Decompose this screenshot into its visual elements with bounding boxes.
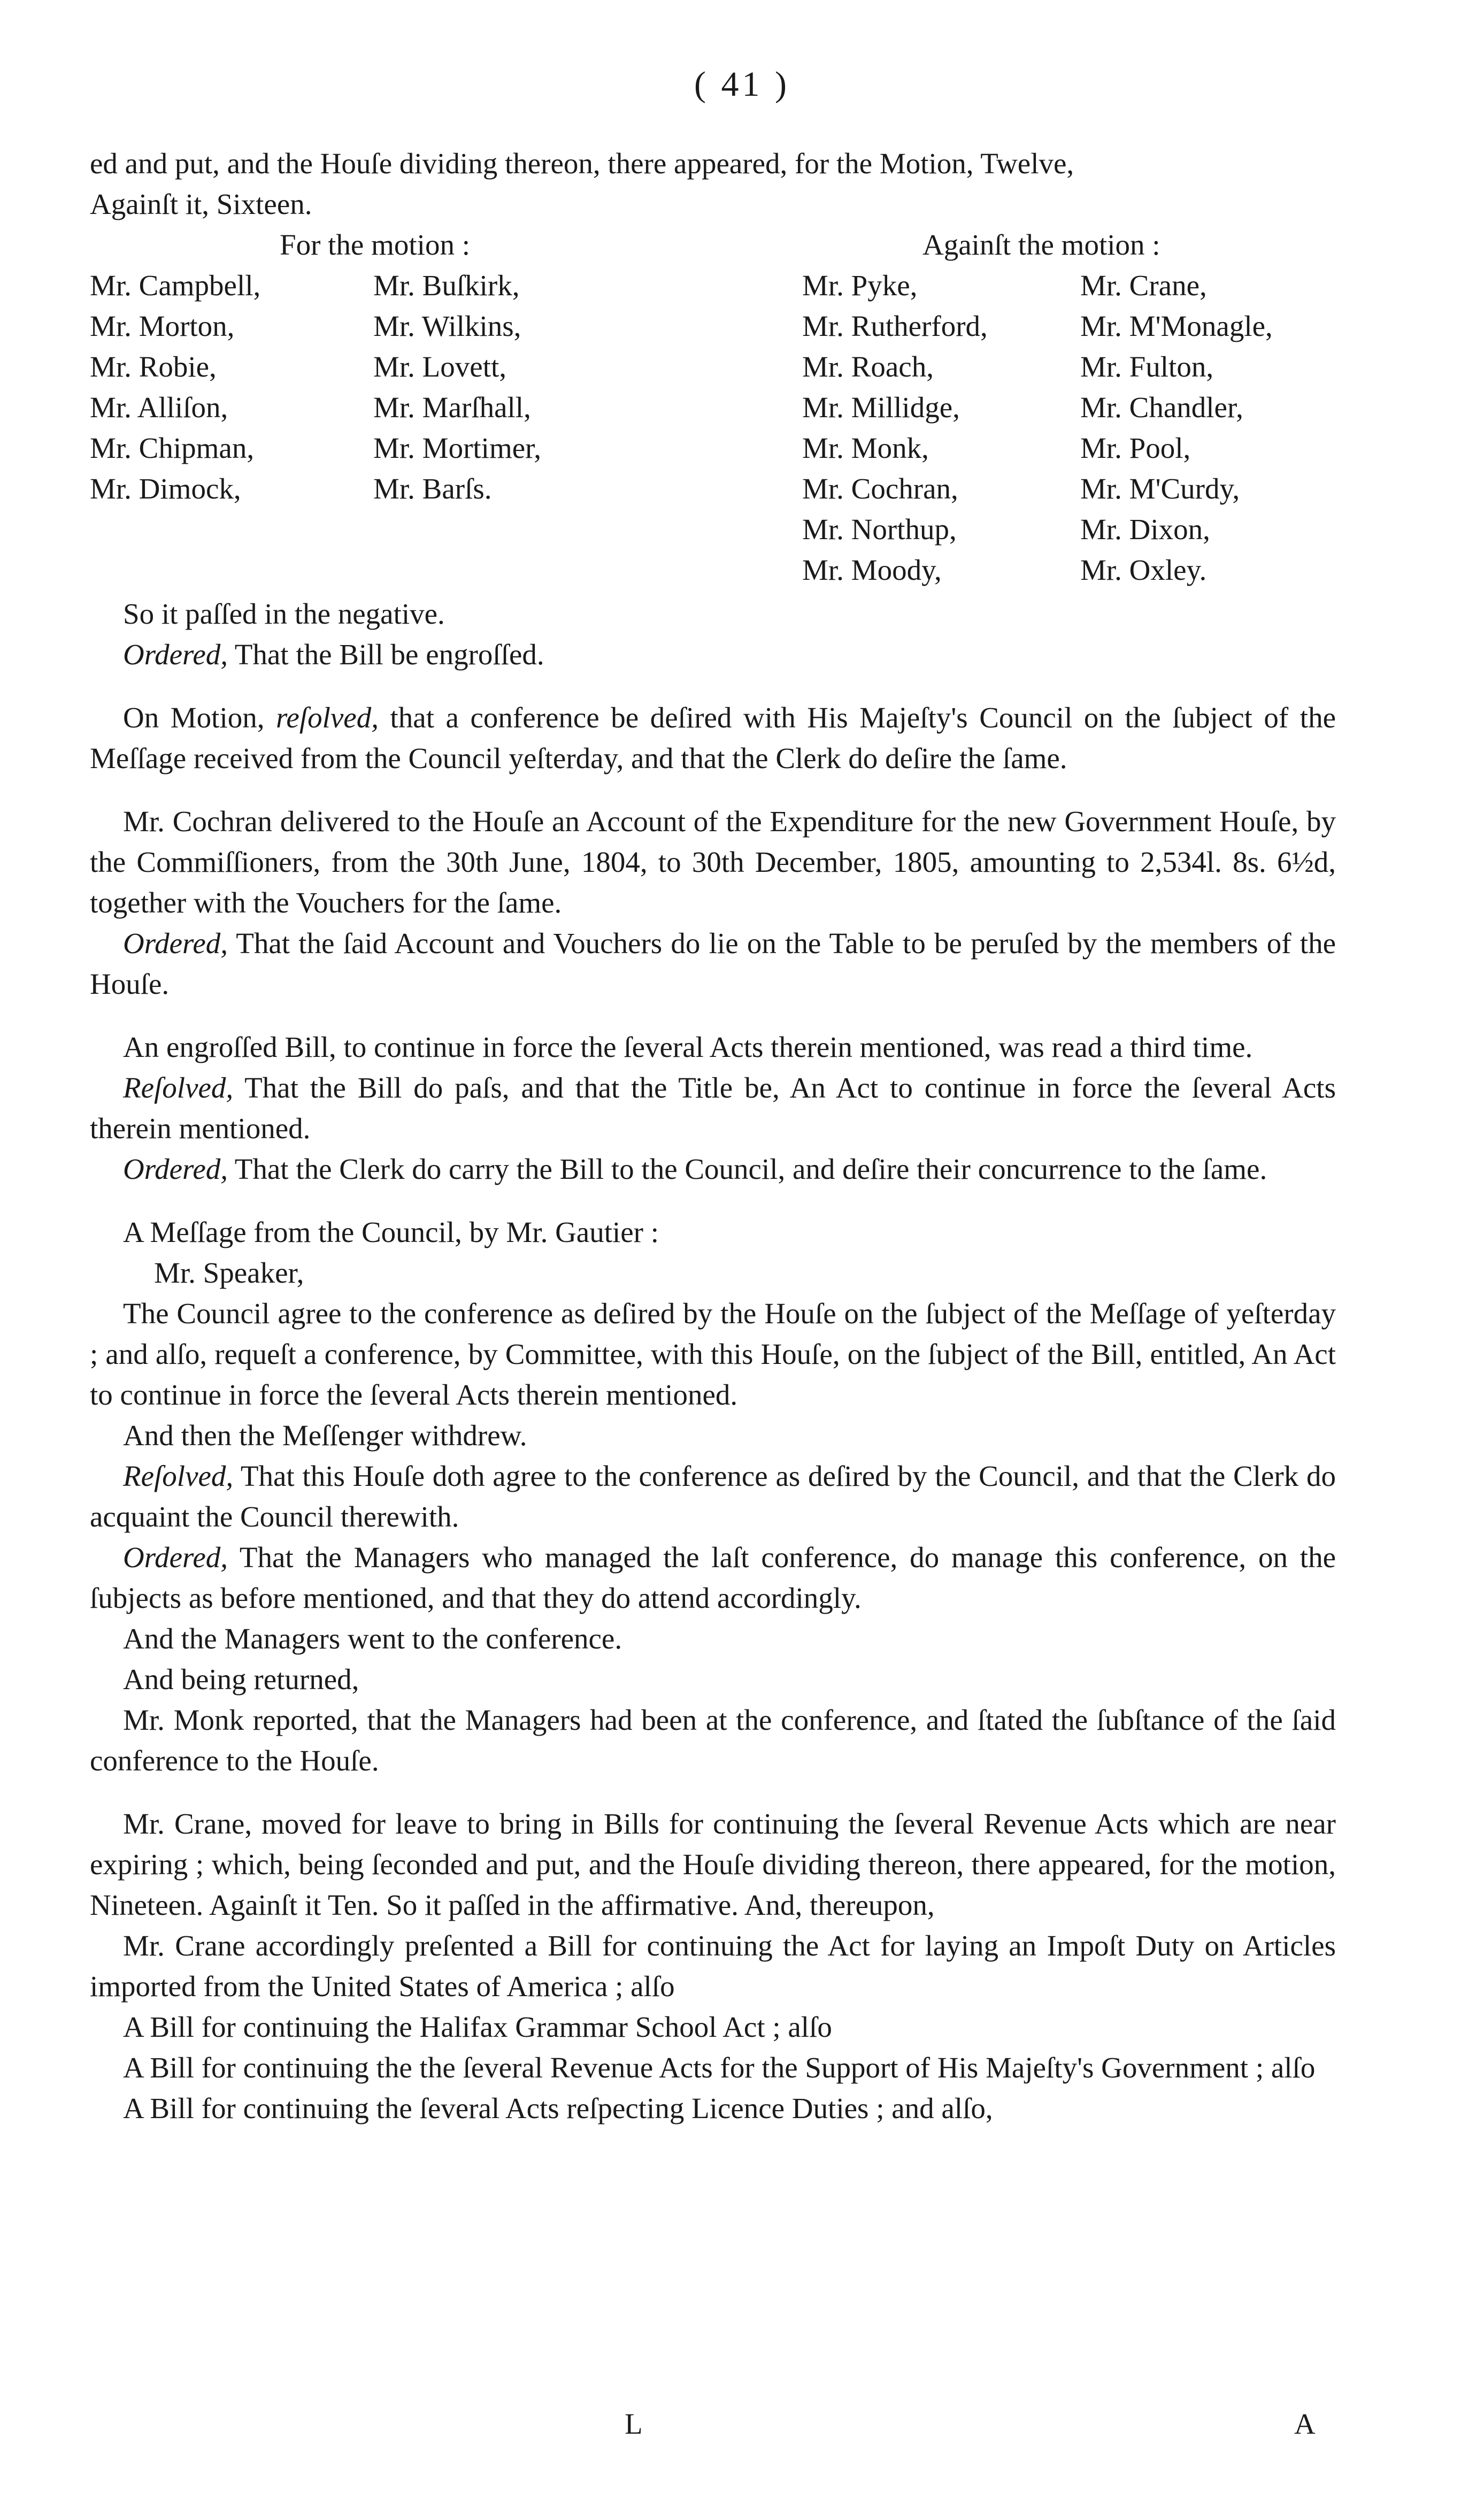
- engrossed-bill-resolved: Reſolved, That the Bill do paſs, and that the Title be, An Act to continue in force the ſeveral Acts therein mentioned.: [90, 1071, 1336, 1145]
- managers-ordered: Ordered, That the Managers who managed the laſt conference, do manage this conference, on the ſubjects as before mentioned, and that they do attend accordingly.: [90, 1541, 1336, 1614]
- account-ordered: Ordered, That the ſaid Account and Vouchers do lie on the Table to be peruſed by the members of the Houſe.: [90, 927, 1336, 1000]
- opening-line-1: ed and put, and the Houſe dividing thereon, there appeared, for the Motion, Twelve,: [90, 147, 1074, 180]
- message-body: The Council agree to the conference as deſired by the Houſe on the ſubject of the Meſſage of yeſterday ; and alſo, requeſt a conference, by Committee, with this Houſe, on the ſubject of the Bill, entitled, An Act to continue in force the ſeveral Acts therein mentioned.: [90, 1297, 1336, 1411]
- monk-reported: Mr. Monk reported, that the Managers had been at the conference, and ſtated the ſubſtance of the ſaid conference to the Houſe.: [90, 1704, 1336, 1777]
- member-name: Mr. Wilkins,: [373, 310, 521, 342]
- member-name: Mr. Pool,: [1080, 432, 1191, 464]
- conference-motion: On Motion, reſolved, that a conference be deſired with His Majeſty's Council on the ſubject of the Meſſage received from the Council yeſterday, and that the Clerk do deſire the ſame.: [90, 701, 1336, 774]
- member-name: Mr. Chipman,: [90, 432, 255, 464]
- main-body: [90, 594, 1336, 2129]
- member-name: Mr. Robie,: [90, 350, 217, 383]
- engrossed-bill-ordered: Ordered, That the Clerk do carry the Bill to the Council, and deſire their concurrence to the ſame.: [123, 1153, 1267, 1185]
- member-name: Mr. Alliſon,: [90, 391, 228, 424]
- negative-result: So it paſſed in the negative.: [123, 597, 445, 630]
- member-name: Mr. Northup,: [802, 513, 957, 546]
- division-against: [802, 225, 1273, 591]
- member-name: Mr. Barſs.: [373, 472, 492, 505]
- resolved-label: Reſolved,: [123, 1460, 234, 1492]
- member-name: Mr. Campbell,: [90, 269, 261, 302]
- ordered-engrossed: Ordered, That the Bill be engroſſed.: [123, 638, 544, 671]
- for-column-2: [373, 265, 541, 509]
- for-heading: For the motion :: [280, 228, 470, 261]
- member-name: Mr. Oxley.: [1080, 554, 1207, 586]
- account-delivered: Mr. Cochran delivered to the Houſe an Account of the Expenditure for the new Government Houſe, by the Commiſſioners, from the 30th June, 1804, to 30th December, 1805, amounting to 2,534l. 8s. 6½d, together with the Vouchers for the ſame.: [90, 805, 1336, 919]
- member-name: Mr. Monk,: [802, 432, 929, 464]
- member-name: Mr. Chandler,: [1080, 391, 1243, 424]
- against-heading: Againſt the motion :: [922, 228, 1160, 261]
- member-name: Mr. Millidge,: [802, 391, 960, 424]
- ordered-label: Ordered,: [123, 927, 228, 960]
- revenue-motion: Mr. Crane, moved for leave to bring in Bills for continuing the ſeveral Revenue Acts which are near expiring ; which, being ſeconded and put, and the Houſe dividing thereon, there appeared, for the motion, Nineteen. Againſt it Ten. So it paſſed in the affirmative. And, thereupon,: [90, 1807, 1336, 1921]
- member-name: Mr. Rutherford,: [802, 310, 988, 342]
- messenger-withdrew: And then the Meſſenger withdrew.: [123, 1419, 527, 1452]
- member-name: Mr. Dimock,: [90, 472, 241, 505]
- engrossed-bill-read: An engroſſed Bill, to continue in force the ſeveral Acts therein mentioned, was read a third time.: [123, 1031, 1253, 1063]
- division-for: [90, 225, 541, 509]
- member-name: Mr. Mortimer,: [373, 432, 542, 464]
- member-name: Mr. Marſhall,: [373, 391, 531, 424]
- member-name: Mr. M'Curdy,: [1080, 472, 1240, 505]
- impost-bill: Mr. Crane accordingly preſented a Bill for continuing the Act for laying an Impoſt Duty on Articles imported from the United States of America ; alſo: [90, 1929, 1336, 2003]
- member-name: Mr. Fulton,: [1080, 350, 1214, 383]
- message-salutation: Mr. Speaker,: [154, 1256, 304, 1289]
- member-name: Mr. Crane,: [1080, 269, 1207, 302]
- licence-duties-bill: A Bill for continuing the ſeveral Acts reſpecting Licence Duties ; and alſo,: [123, 2092, 993, 2125]
- managers-returned: And being returned,: [123, 1663, 359, 1696]
- resolved-label: Reſolved,: [123, 1071, 234, 1104]
- resolved-label: reſolved,: [276, 701, 379, 734]
- against-column-2: [1080, 265, 1273, 591]
- ordered-label: Ordered,: [123, 638, 228, 671]
- member-name: Mr. Lovett,: [373, 350, 507, 383]
- member-name: Mr. Morton,: [90, 310, 235, 342]
- opening-line-2: Againſt it, Sixteen.: [90, 188, 312, 220]
- member-name: Mr. Pyke,: [802, 269, 918, 302]
- opening-paragraph: [90, 143, 1336, 225]
- page-number: ( 41 ): [694, 65, 790, 104]
- member-name: Mr. Moody,: [802, 554, 942, 586]
- member-name: Mr. Cochran,: [802, 472, 958, 505]
- message-intro: A Meſſage from the Council, by Mr. Gautier :: [123, 1216, 659, 1248]
- member-name: Mr. Roach,: [802, 350, 934, 383]
- catchword-right: A: [1294, 2407, 1316, 2440]
- member-name: Mr. Dixon,: [1080, 513, 1210, 546]
- ordered-label: Ordered,: [123, 1541, 228, 1574]
- member-name: Mr. Buſkirk,: [373, 269, 520, 302]
- conference-resolved: Reſolved, That this Houſe doth agree to the conference as deſired by the Council, and that the Clerk do acquaint the Council therewith.: [90, 1460, 1336, 1533]
- signature-mark-left: L: [625, 2407, 643, 2440]
- managers-went: And the Managers went to the conference.: [123, 1622, 622, 1655]
- for-column-1: [90, 265, 373, 509]
- ordered-label: Ordered,: [123, 1153, 228, 1185]
- grammar-school-bill: A Bill for continuing the Halifax Grammar School Act ; alſo: [123, 2011, 832, 2043]
- against-column-1: [802, 265, 1080, 591]
- revenue-acts-bill: A Bill for continuing the the ſeveral Revenue Acts for the Support of His Majeſty's Government ; alſo: [123, 2051, 1316, 2084]
- member-name: Mr. M'Monagle,: [1080, 310, 1273, 342]
